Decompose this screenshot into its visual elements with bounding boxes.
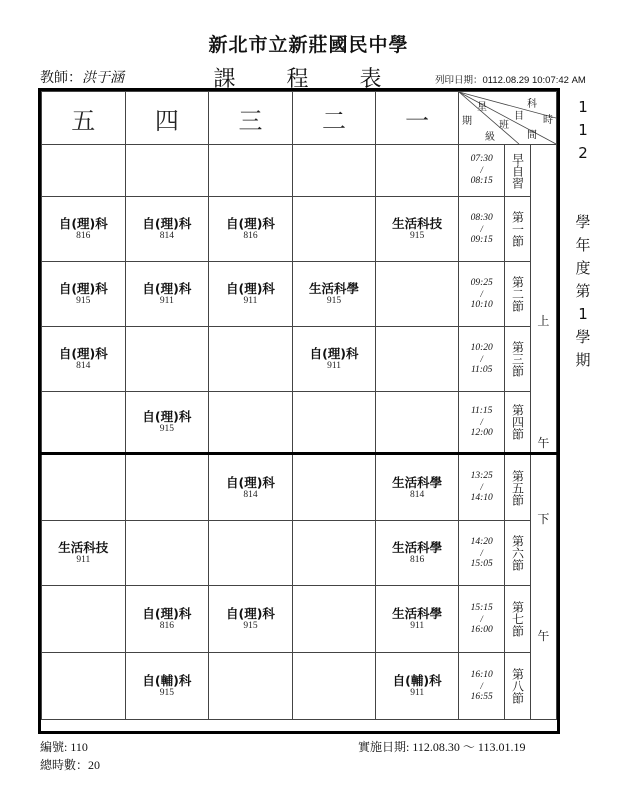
period-row xyxy=(42,454,557,521)
semester-char: 2 xyxy=(578,144,588,162)
corner-ke: 科 xyxy=(526,99,537,110)
corner-header xyxy=(458,92,556,145)
schedule-cell xyxy=(292,521,376,586)
course-subject: 生活科技 xyxy=(58,540,109,555)
afternoon-xia: 下 xyxy=(537,512,550,526)
semester-char: 年 xyxy=(575,236,591,254)
period-end: 15:05 xyxy=(470,558,493,569)
course-class: 911 xyxy=(410,621,425,631)
period-row xyxy=(42,327,557,392)
schedule-cell xyxy=(42,586,126,653)
semester-char: 第 xyxy=(575,282,591,300)
course-class: 816 xyxy=(76,231,91,241)
semester-char: 1 xyxy=(578,121,588,139)
period-name-cell xyxy=(505,145,530,197)
schedule-cell xyxy=(125,197,209,262)
period-row xyxy=(42,521,557,586)
period-name-cell xyxy=(505,197,530,262)
course-subject: 自(理)科 xyxy=(142,606,192,621)
schedule-cell xyxy=(125,145,209,197)
period-time xyxy=(458,145,504,197)
print-date: 列印日期：0112.08.29 10:07:42 AM xyxy=(435,75,586,86)
time-separator: / xyxy=(480,288,483,299)
course-class: 911 xyxy=(76,555,91,565)
period-name: 第五節 xyxy=(510,469,525,506)
time-separator: / xyxy=(480,223,483,234)
schedule-cell xyxy=(125,392,209,454)
schedule-cell xyxy=(209,197,293,262)
course-subject: 自(理)科 xyxy=(225,216,275,231)
course-subject: 自(輔)科 xyxy=(142,673,192,688)
schedule-cell xyxy=(376,653,459,720)
course-subject: 自(理)科 xyxy=(225,606,275,621)
time-separator: / xyxy=(480,416,483,427)
period-end: 08:15 xyxy=(470,176,493,186)
period-name-cell xyxy=(505,586,530,653)
day-header: 四 xyxy=(125,92,209,145)
period-name: 第一節 xyxy=(510,211,525,247)
course-class: 816 xyxy=(243,231,258,241)
semester-char: 度 xyxy=(575,259,591,277)
period-time xyxy=(458,262,504,327)
corner-ban: 班 xyxy=(498,120,509,131)
teacher-line xyxy=(40,67,124,87)
semester-label xyxy=(568,96,598,372)
course-class: 915 xyxy=(243,621,258,631)
course-class: 915 xyxy=(76,296,91,306)
course-class: 915 xyxy=(326,296,342,306)
period-name: 第三節 xyxy=(510,341,525,377)
schedule-cell xyxy=(376,262,459,327)
corner-jian: 間 xyxy=(526,130,537,141)
course-subject: 自(理)科 xyxy=(142,216,192,231)
course-class: 814 xyxy=(410,489,425,500)
period-row xyxy=(42,586,557,653)
corner-xing: 星 xyxy=(476,102,487,113)
course-subject: 生活科技 xyxy=(392,216,443,231)
period-start: 13:25 xyxy=(470,471,493,481)
course-subject: 自(理)科 xyxy=(309,346,359,361)
course-subject: 生活科學 xyxy=(309,281,360,296)
period-time xyxy=(458,521,504,586)
day-header: 五 xyxy=(42,92,126,145)
schedule-cell xyxy=(292,327,376,392)
course-class: 915 xyxy=(159,424,174,434)
period-time xyxy=(458,197,504,262)
schedule-cell xyxy=(42,262,126,327)
period-start: 11:15 xyxy=(470,405,493,416)
schedule-cell xyxy=(209,145,293,197)
period-name-cell xyxy=(505,521,530,586)
timetable-frame xyxy=(38,88,560,734)
schedule-cell xyxy=(42,653,126,720)
time-separator: / xyxy=(480,680,483,691)
period-end: 16:55 xyxy=(470,691,493,702)
period-name: 第二節 xyxy=(510,276,525,312)
schedule-cell xyxy=(292,197,376,262)
schedule-cell xyxy=(209,454,293,521)
corner-qi: 期 xyxy=(461,116,472,127)
schedule-cell xyxy=(209,653,293,720)
period-end: 09:15 xyxy=(470,234,493,245)
period-name-cell xyxy=(505,262,530,327)
period-time xyxy=(458,327,504,392)
period-start: 15:15 xyxy=(470,602,493,613)
period-name-cell xyxy=(505,392,530,454)
afternoon-label xyxy=(530,454,556,720)
time-separator: / xyxy=(480,482,483,492)
schedule-cell xyxy=(125,653,209,720)
semester-char: 1 xyxy=(578,98,588,116)
schedule-cell xyxy=(125,327,209,392)
period-end: 14:10 xyxy=(470,493,493,503)
schedule-cell xyxy=(376,454,459,521)
semester-char: 1 xyxy=(578,305,588,323)
schedule-cell xyxy=(209,586,293,653)
corner-ji: 級 xyxy=(484,132,495,143)
course-class: 911 xyxy=(159,296,174,306)
period-time xyxy=(458,586,504,653)
schedule-cell xyxy=(376,586,459,653)
schedule-cell xyxy=(125,262,209,327)
schedule-cell xyxy=(42,392,126,454)
course-subject: 自(理)科 xyxy=(225,474,275,490)
effective-period: 實施日期: 112.08.30 ～ 113.01.19 xyxy=(358,740,526,754)
teacher-label: 教師： xyxy=(40,70,82,86)
morning-label xyxy=(530,145,556,454)
schedule-cell xyxy=(125,454,209,521)
course-class: 816 xyxy=(159,621,174,631)
period-row xyxy=(42,262,557,327)
schedule-cell xyxy=(42,327,126,392)
period-end: 16:00 xyxy=(470,624,493,635)
period-row xyxy=(42,392,557,454)
period-name-cell xyxy=(505,327,530,392)
morning-wu: 午 xyxy=(537,435,550,450)
course-class: 814 xyxy=(76,361,91,371)
schedule-cell xyxy=(209,521,293,586)
afternoon-wu: 午 xyxy=(537,629,550,643)
schedule-cell xyxy=(125,586,209,653)
course-subject: 生活科學 xyxy=(392,606,443,621)
schedule-cell xyxy=(292,454,376,521)
course-class: 911 xyxy=(410,688,425,698)
course-class: 911 xyxy=(243,296,258,306)
semester-char: 期 xyxy=(575,351,591,369)
schedule-cell xyxy=(292,262,376,327)
semester-char: 學 xyxy=(575,328,591,346)
schedule-cell xyxy=(209,327,293,392)
period-start: 08:30 xyxy=(470,212,493,223)
period-end: 11:05 xyxy=(470,364,493,375)
morning-shang: 上 xyxy=(537,313,550,328)
schedule-cell xyxy=(42,145,126,197)
day-header: 二 xyxy=(292,92,376,145)
schedule-cell xyxy=(209,262,293,327)
period-name: 第八節 xyxy=(510,668,525,704)
schedule-cell xyxy=(292,586,376,653)
course-subject: 自(輔)科 xyxy=(392,673,442,688)
period-name: 第七節 xyxy=(510,601,525,637)
serial-number: 編號: 110 xyxy=(40,740,88,754)
time-separator: / xyxy=(480,613,483,624)
course-class: 814 xyxy=(243,489,258,500)
page-title: 課 程 表 xyxy=(213,67,404,92)
day-header: 三 xyxy=(209,92,293,145)
schedule-cell xyxy=(209,392,293,454)
period-row xyxy=(42,145,557,197)
course-subject: 自(理)科 xyxy=(142,409,192,424)
course-subject: 自(理)科 xyxy=(58,346,108,361)
period-start: 09:25 xyxy=(470,277,493,288)
course-subject: 生活科學 xyxy=(392,474,443,490)
total-hours: 總時數：20 xyxy=(40,758,101,772)
schedule-cell xyxy=(376,145,459,197)
school-name: 新北市立新莊國民中學 xyxy=(208,34,409,56)
schedule-cell xyxy=(376,392,459,454)
schedule-cell xyxy=(292,392,376,454)
course-class: 915 xyxy=(159,688,174,698)
schedule-cell xyxy=(292,653,376,720)
period-start: 07:30 xyxy=(470,154,493,164)
corner-mu: 目 xyxy=(513,111,524,122)
period-name: 第六節 xyxy=(510,535,525,571)
header-row xyxy=(42,92,557,145)
schedule-cell xyxy=(42,197,126,262)
period-row xyxy=(42,197,557,262)
course-class: 814 xyxy=(159,231,174,241)
period-time xyxy=(458,454,504,521)
course-subject: 自(理)科 xyxy=(58,216,108,231)
time-separator: / xyxy=(480,165,483,175)
period-end: 12:00 xyxy=(470,427,493,438)
course-subject: 自(理)科 xyxy=(142,281,192,296)
schedule-cell xyxy=(292,145,376,197)
timetable xyxy=(41,91,557,720)
period-start: 14:20 xyxy=(470,536,493,547)
period-end: 10:10 xyxy=(470,299,493,310)
course-class: 816 xyxy=(410,555,425,565)
schedule-cell xyxy=(376,197,459,262)
course-class: 911 xyxy=(327,361,341,371)
period-name: 第四節 xyxy=(510,404,525,440)
period-name: 早自習 xyxy=(510,152,525,189)
period-start: 16:10 xyxy=(470,669,493,680)
period-name-cell xyxy=(505,454,530,521)
schedule-cell xyxy=(42,454,126,521)
period-time xyxy=(458,653,504,720)
period-row xyxy=(42,653,557,720)
course-subject: 自(理)科 xyxy=(58,281,108,296)
schedule-cell xyxy=(376,521,459,586)
day-header: 一 xyxy=(376,92,459,145)
schedule-cell xyxy=(125,521,209,586)
time-separator: / xyxy=(480,353,483,364)
schedule-cell xyxy=(376,327,459,392)
course-subject: 自(理)科 xyxy=(225,281,275,296)
schedule-cell xyxy=(42,521,126,586)
period-name-cell xyxy=(505,653,530,720)
semester-char: 學 xyxy=(575,213,591,231)
period-start: 10:20 xyxy=(470,342,493,353)
course-class: 915 xyxy=(410,231,425,241)
period-time xyxy=(458,392,504,454)
time-separator: / xyxy=(480,547,483,558)
semester-char xyxy=(568,165,598,211)
course-subject: 生活科學 xyxy=(392,540,443,555)
corner-shi: 時 xyxy=(542,115,553,126)
teacher-name: 洪于涵 xyxy=(82,70,124,86)
